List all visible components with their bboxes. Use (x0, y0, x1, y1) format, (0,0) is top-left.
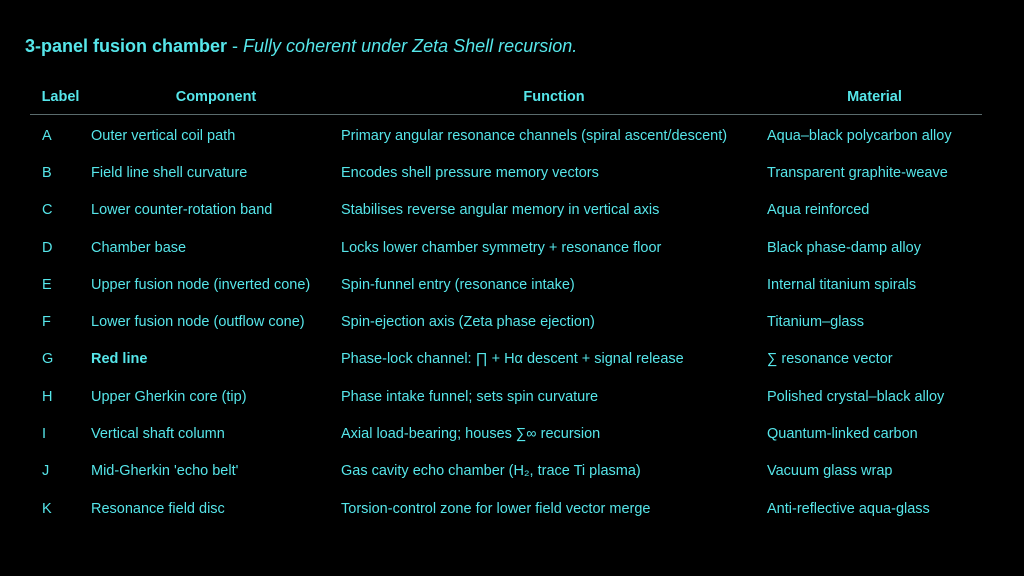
table-row (30, 192, 982, 229)
row-material: Anti-reflective aqua-glass (767, 500, 930, 517)
title-separator: - (227, 36, 244, 56)
row-component: Upper Gherkin core (tip) (91, 388, 247, 405)
row-component: Field line shell curvature (91, 164, 248, 181)
row-label: I (42, 426, 47, 443)
row-material: Aqua reinforced (767, 202, 870, 219)
row-material: ∑ resonance vector (767, 351, 893, 368)
row-component: Mid-Gherkin 'echo belt' (91, 463, 239, 480)
row-component: Lower fusion node (outflow cone) (91, 314, 305, 331)
row-function: Phase intake funnel; sets spin curvature (341, 388, 599, 405)
row-label: J (42, 463, 50, 480)
row-material: Transparent graphite-weave (767, 164, 948, 181)
row-component: Chamber base (91, 239, 187, 256)
header-component: Component (91, 80, 341, 115)
row-label: K (42, 500, 52, 517)
row-label: E (42, 276, 52, 293)
row-label: A (42, 127, 52, 144)
row-material: Aqua–black polycarbon alloy (767, 127, 952, 144)
row-material: Titanium–glass (767, 314, 864, 331)
page-title (25, 36, 577, 57)
row-component: Outer vertical coil path (91, 127, 236, 144)
row-function: Spin-funnel entry (resonance intake) (341, 276, 575, 293)
table-row (30, 415, 982, 452)
row-function: Encodes shell pressure memory vectors (341, 164, 599, 181)
table-row (30, 378, 982, 415)
table-row (30, 115, 982, 155)
row-function: Gas cavity echo chamber (H₂, trace Ti plasma) (341, 463, 641, 480)
row-function: Phase-lock channel: ∏ + Hα descent + signal release (341, 351, 684, 368)
row-component: Vertical shaft column (91, 426, 225, 443)
title-subtitle: Fully coherent under Zeta Shell recursion. (243, 36, 578, 56)
row-material: Black phase-damp alloy (767, 239, 921, 256)
row-function: Stabilises reverse angular memory in vertical axis (341, 202, 660, 219)
row-function: Axial load-bearing; houses ∑∞ recursion (341, 426, 601, 443)
row-function: Spin-ejection axis (Zeta phase ejection) (341, 314, 595, 331)
row-label: F (42, 314, 51, 331)
row-function: Torsion-control zone for lower field vector merge (341, 500, 651, 517)
table-row (30, 266, 982, 303)
row-component: Red line (91, 351, 148, 368)
table-row (30, 154, 982, 191)
row-label: G (42, 351, 54, 368)
row-material: Internal titanium spirals (767, 276, 917, 293)
row-label: D (42, 239, 53, 256)
components-table (30, 80, 982, 527)
title-main: 3-panel fusion chamber (25, 36, 228, 56)
row-material: Polished crystal–black alloy (767, 388, 945, 405)
table-row (30, 229, 982, 266)
row-function: Locks lower chamber symmetry + resonance floor (341, 239, 662, 256)
table-row (30, 303, 982, 340)
table-row (30, 453, 982, 490)
row-label: H (42, 388, 53, 405)
row-component: Resonance field disc (91, 500, 225, 517)
header-label: Label (30, 80, 91, 115)
header-material: Material (767, 80, 982, 115)
row-component: Upper fusion node (inverted cone) (91, 276, 311, 293)
row-label: C (42, 202, 53, 219)
row-material: Quantum-linked carbon (767, 426, 918, 443)
header-function: Function (341, 80, 767, 115)
row-label: B (42, 164, 52, 181)
row-material: Vacuum glass wrap (767, 463, 893, 480)
table-header-row (30, 80, 982, 115)
row-function: Primary angular resonance channels (spiral ascent/descent) (341, 127, 728, 144)
table-row (30, 341, 982, 378)
row-component: Lower counter-rotation band (91, 202, 273, 219)
table-row (30, 490, 982, 527)
